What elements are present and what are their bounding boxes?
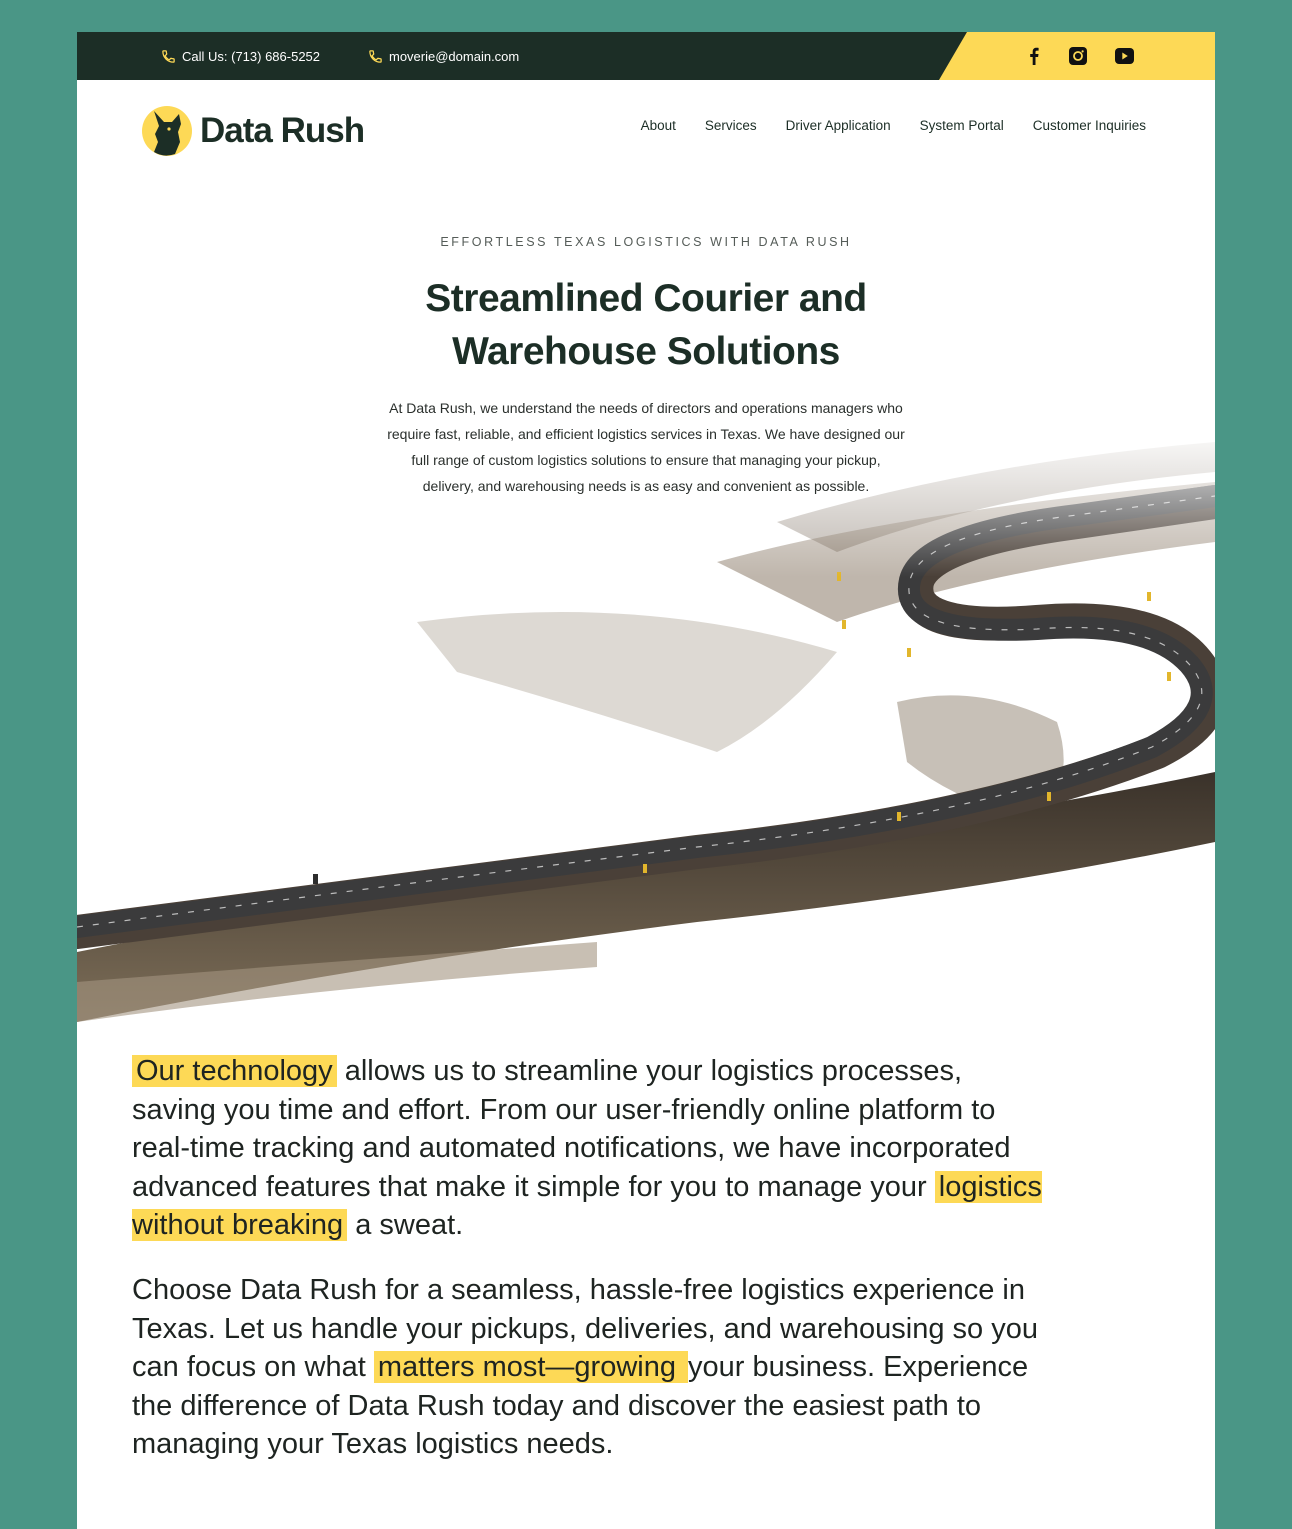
paragraph-text: Choose Data Rush for a seamless, hassle-free logistics experience in Texas. Let us handle your pickups, deliveries, and warehousing so you can focus on what: [132, 1274, 1038, 1383]
brand-logo[interactable]: [142, 102, 364, 160]
page: [77, 32, 1215, 1529]
highlight-our-technology: Our technology: [132, 1055, 337, 1087]
highlight-matters-most: matters most—growing: [374, 1351, 688, 1383]
nav-item-driver-application[interactable]: Driver Application: [785, 118, 891, 133]
fox-logo-icon: [142, 102, 192, 160]
phone-text: Call Us: (713) 686-5252: [182, 48, 321, 64]
hero-road-image: [77, 422, 1215, 1042]
hero-eyebrow: EFFORTLESS TEXAS LOGISTICS WITH DATA RUSH: [440, 235, 852, 249]
nav-item-customer-inquiries[interactable]: Customer Inquiries: [1032, 118, 1146, 133]
top-bar: [77, 32, 1215, 80]
paragraph-text: a sweat.: [347, 1209, 464, 1241]
choose-paragraph: [132, 1271, 1052, 1464]
phone-icon: [161, 49, 176, 64]
youtube-icon[interactable]: [1114, 46, 1134, 66]
brand-name: Data Rush: [200, 111, 365, 150]
hero-title: Streamlined Courier and Warehouse Solutions: [425, 277, 867, 373]
technology-paragraph: [132, 1052, 1052, 1245]
instagram-icon[interactable]: [1068, 46, 1088, 66]
paragraph-text: your business. Experience the difference of Data Rush today and discover the easiest path to managing your Texas logistics needs.: [132, 1351, 1029, 1460]
paragraph-text: allows us to streamline your logistics processes, saving you time and effort. From our user-friendly online platform to real-time tracking and automated notifications, we have incorporated advanced features that make it simple for you to manage your: [132, 1055, 1011, 1203]
email-link[interactable]: [368, 32, 519, 80]
hero-description: At Data Rush, we understand the needs of directors and operations managers who require fast, reliable, and efficient logistics services in Texas. We have designed our full range of custom logistics solutions to ensure that managing your pickup, delivery, and warehousing needs is as easy and convenient as possible.: [387, 400, 905, 494]
highlight-logistics: logistics without breaking: [132, 1170, 1042, 1241]
facebook-icon[interactable]: [1024, 46, 1044, 66]
phone-icon: [368, 49, 383, 64]
nav-item-system-portal[interactable]: System Portal: [919, 118, 1004, 133]
nav-item-services[interactable]: Services: [704, 118, 757, 133]
nav-item-about[interactable]: About: [640, 118, 676, 133]
phone-link[interactable]: [161, 32, 320, 80]
main-nav: [612, 116, 1146, 136]
email-text: moverie@domain.com: [389, 48, 520, 64]
